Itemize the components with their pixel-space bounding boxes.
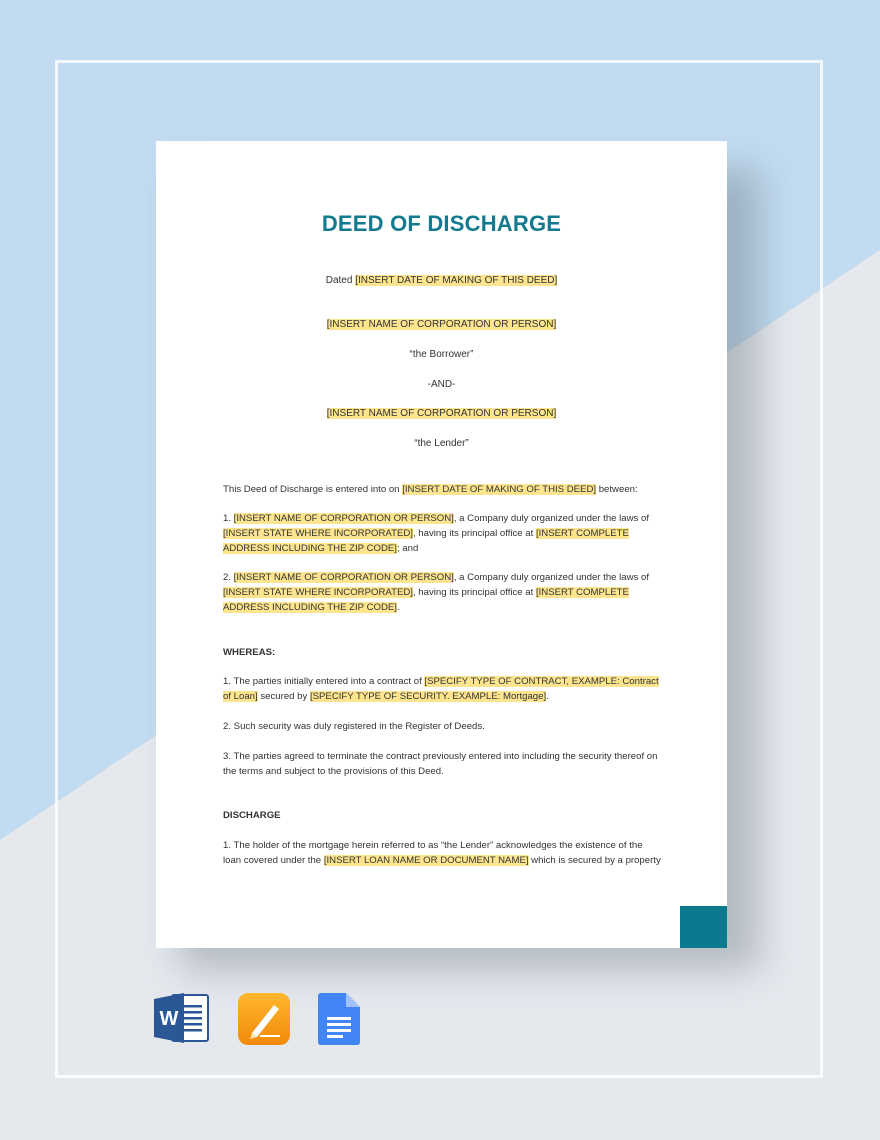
contract-type-placeholder: [SPECIFY TYPE OF CONTRACT, EXAMPLE: Contract of Loan] xyxy=(223,676,659,702)
clause-number: 1. xyxy=(223,513,234,524)
whereas-clause-3: 3. The parties agreed to terminate the contract previously entered into including the security thereof on the terms and subject to the provisions of this Deed. xyxy=(223,751,658,777)
clause-text: , a Company duly organized under the laws of xyxy=(453,513,650,524)
google-docs-icon[interactable] xyxy=(318,993,360,1045)
borrower-label: “the Borrower” xyxy=(409,349,474,360)
party-name-placeholder: [INSERT NAME OF CORPORATION OR PERSON] xyxy=(233,572,454,583)
clause-text: 1. The parties initially entered into a contract of xyxy=(223,676,425,687)
clause-text: which is secured by a property xyxy=(528,855,661,866)
intro-paragraph xyxy=(223,482,661,497)
party-name-placeholder: [INSERT NAME OF CORPORATION OR PERSON] xyxy=(233,513,454,524)
clause-text: , having its principal office at xyxy=(412,528,536,539)
whereas-heading: WHEREAS: xyxy=(223,647,276,658)
party-clause-1 xyxy=(223,511,661,556)
discharge-clause-1 xyxy=(223,838,661,868)
clause-text: , having its principal office at xyxy=(412,587,536,598)
clause-end: . xyxy=(396,602,400,613)
party1-placeholder: [INSERT NAME OF CORPORATION OR PERSON] xyxy=(326,319,557,330)
dated-label: Dated xyxy=(325,275,356,286)
pages-icon[interactable] xyxy=(238,993,290,1045)
whereas-clause-1 xyxy=(223,674,661,704)
dated-placeholder: [INSERT DATE OF MAKING OF THIS DEED] xyxy=(355,275,558,286)
clause-number: 2. xyxy=(223,572,234,583)
party-clause-2 xyxy=(223,570,661,615)
clause-text: 1. The holder of the mortgage herein referred to as “the Lender” acknowledges the existence of the loan covered under the xyxy=(223,840,643,866)
party2-placeholder: [INSERT NAME OF CORPORATION OR PERSON] xyxy=(326,408,557,419)
intro-end: between: xyxy=(596,484,638,495)
and-separator: -AND- xyxy=(427,379,456,390)
document-page xyxy=(156,141,727,948)
intro-placeholder: [INSERT DATE OF MAKING OF THIS DEED] xyxy=(402,484,597,495)
document-title: DEED OF DISCHARGE xyxy=(321,211,562,236)
party2-line xyxy=(156,408,727,419)
party1-line xyxy=(156,319,727,330)
intro-text: This Deed of Discharge is entered into on xyxy=(223,484,403,495)
loan-name-placeholder: [INSERT LOAN NAME OR DOCUMENT NAME] xyxy=(323,855,529,866)
state-placeholder: [INSERT STATE WHERE INCORPORATED] xyxy=(223,587,413,598)
address-placeholder: [INSERT COMPLETE ADDRESS INCLUDING THE ZIP CODE] xyxy=(223,587,629,613)
dated-line xyxy=(156,275,727,286)
clause-text: , a Company duly organized under the laws of xyxy=(453,572,650,583)
whereas-clause-2: 2. Such security was duly registered in the Register of Deeds. xyxy=(223,721,485,732)
word-icon[interactable] xyxy=(154,993,210,1045)
clause-end: . xyxy=(546,691,549,702)
security-type-placeholder: [SPECIFY TYPE OF SECURITY. EXAMPLE: Mortgage] xyxy=(309,691,547,702)
address-placeholder: [INSERT COMPLETE ADDRESS INCLUDING THE ZIP CODE] xyxy=(223,528,629,554)
clause-end: ; and xyxy=(396,543,419,554)
corner-accent xyxy=(680,906,727,948)
state-placeholder: [INSERT STATE WHERE INCORPORATED] xyxy=(223,528,413,539)
lender-label: “the Lender” xyxy=(414,438,469,449)
svg-text:W: W xyxy=(159,1008,179,1030)
clause-text: secured by xyxy=(257,691,310,702)
discharge-heading: DISCHARGE xyxy=(223,810,281,821)
